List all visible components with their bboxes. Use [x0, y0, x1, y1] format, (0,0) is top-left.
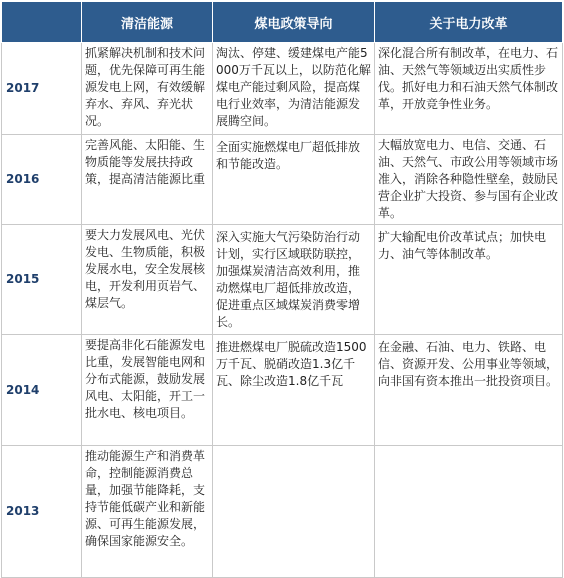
clean-energy-cell: 抓紧解决机制和技术问题，优先保障可再生能源发电上网，有效缓解弃水、弃风、弃光状况。: [82, 43, 213, 135]
power-reform-cell: [375, 446, 563, 578]
power-reform-cell: 大幅放宽电力、电信、交通、石油、天然气、市政公用等领域市场准入，消除各种隐性壁垒，鼓励民营企业扩大投资、参与国有企业改革。: [375, 135, 563, 225]
coal-policy-cell: 全面实施燃煤电厂超低排放和节能改造。: [213, 135, 375, 225]
row-year: 2017: [2, 43, 82, 135]
header-coal-policy: 煤电政策导向: [213, 2, 375, 43]
power-reform-cell: 在金融、石油、电力、铁路、电信、资源开发、公用事业等领域，向非国有资本推出一批投资项目。: [375, 335, 563, 446]
header-clean-energy: 清洁能源: [82, 2, 213, 43]
header-power-reform: 关于电力改革: [375, 2, 563, 43]
clean-energy-cell: 完善风能、太阳能、生物质能等发展扶持政策，提高清洁能源比重: [82, 135, 213, 225]
table-row: [2, 225, 563, 335]
power-reform-cell: 扩大输配电价改革试点；加快电力、油气等体制改革。: [375, 225, 563, 335]
header-row: [2, 2, 563, 43]
row-year: 2014: [2, 335, 82, 446]
clean-energy-cell: 要大力发展风电、光伏发电、生物质能，积极发展水电，安全发展核电，开发利用页岩气、煤层气。: [82, 225, 213, 335]
coal-policy-cell: [213, 446, 375, 578]
coal-policy-cell: 淘汰、停建、缓建煤电产能5000万千瓦以上，以防范化解煤电产能过剩风险，提高煤电行业效率，为清洁能源发展腾空间。: [213, 43, 375, 135]
table-row: [2, 446, 563, 578]
row-year: 2015: [2, 225, 82, 335]
table-row: [2, 135, 563, 225]
clean-energy-cell: 要提高非化石能源发电比重，发展智能电网和分布式能源，鼓励发展风电、太阳能，开工一批水电、核电项目。: [82, 335, 213, 446]
clean-energy-cell: 推动能源生产和消费革命，控制能源消费总量，加强节能降耗，支持节能低碳产业和新能源、可再生能源发展，确保国家能源安全。: [82, 446, 213, 578]
policy-table: [1, 1, 563, 578]
power-reform-cell: 深化混合所有制改革，在电力、石油、天然气等领域迈出实质性步伐。抓好电力和石油天然气体制改革，开放竞争性业务。: [375, 43, 563, 135]
table-row: [2, 43, 563, 135]
coal-policy-cell: 推进燃煤电厂脱硫改造1500万千瓦、脱硝改造1.3亿千瓦、除尘改造1.8亿千瓦: [213, 335, 375, 446]
row-year: 2013: [2, 446, 82, 578]
table-row: [2, 335, 563, 446]
coal-policy-cell: 深入实施大气污染防治行动计划，实行区域联防联控，加强煤炭清洁高效利用，推动燃煤电厂超低排放改造，促进重点区域煤炭消费零增长。: [213, 225, 375, 335]
row-year: 2016: [2, 135, 82, 225]
header-year-blank: [2, 2, 82, 43]
